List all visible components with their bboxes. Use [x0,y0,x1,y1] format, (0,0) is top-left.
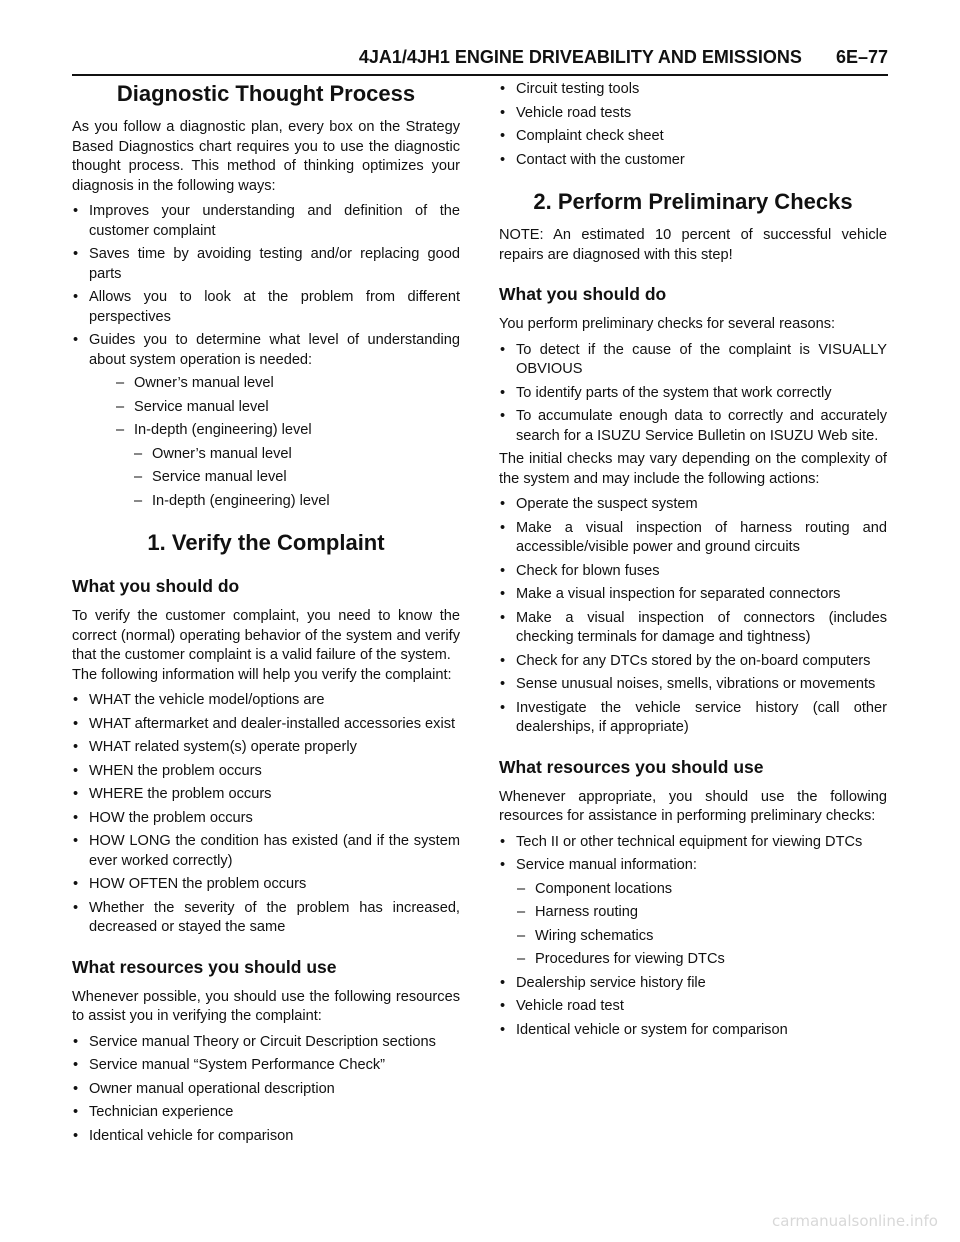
list-item: – Service manual level [90,468,460,488]
list-item: • Operate the suspect system [499,495,887,515]
list-item: • Investigate the vehicle service history (call other dealerships, if appropriate) [499,699,887,738]
resources-bullet-list [72,1033,460,1147]
service-manual-sublist [499,880,887,970]
list-item: • Saves time by avoiding testing and/or replacing good parts [72,245,460,284]
list-item: • Service manual Theory or Circuit Description sections [72,1033,460,1053]
list-item: • WHAT the vehicle model/options are [72,691,460,711]
note-paragraph: NOTE: An estimated 10 percent of successful vehicle repairs are diagnosed with this step! [499,227,887,263]
preliminary-checks-heading: 2. Perform Preliminary Checks [533,189,853,214]
site-watermark: carmanualsonline.info [772,1212,938,1230]
list-item: – In-depth (engineering) level [72,421,460,441]
initial-checks-paragraph: The initial checks may vary depending on the complexity of the system and may include the following actions: [499,451,887,487]
what-you-should-do-heading: What you should do [499,284,667,304]
list-item: • To detect if the cause of the complaint is VISUALLY OBVIOUS [499,341,887,380]
list-item: • Make a visual inspection of harness routing and accessible/visible power and ground circuits [499,519,887,558]
right-column [499,80,887,1044]
resources-continued-list [499,80,887,170]
list-item: • HOW LONG the condition has existed (and if the system ever worked correctly) [72,832,460,871]
list-item: • WHAT related system(s) operate properly [72,738,460,758]
resources-bullet-list-continued [499,974,887,1041]
list-item: • Guides you to determine what level of understanding about system operation is needed: [72,331,460,370]
list-item: • Make a visual inspection for separated connectors [499,585,887,605]
reasons-bullet-list [499,341,887,447]
list-item: • Contact with the customer [499,151,887,171]
list-item: • WHEN the problem occurs [72,762,460,782]
list-item: • Allows you to look at the problem from different perspectives [72,288,460,327]
verify-info-paragraph: The following information will help you verify the complaint: [72,666,452,683]
list-item: • WHERE the problem occurs [72,785,460,805]
list-item: • Service manual “System Performance Check” [72,1056,460,1076]
list-item: • To identify parts of the system that work correctly [499,384,887,404]
list-item: • Owner manual operational description [72,1080,460,1100]
verify-complaint-heading: 1. Verify the Complaint [147,530,385,555]
list-item: • HOW the problem occurs [72,809,460,829]
verify-paragraph: To verify the customer complaint, you need to know the correct (normal) operating behavior of the system and verify that the customer complaint is a valid failure of the system. [72,608,460,663]
list-item: • Complaint check sheet [499,127,887,147]
verify-bullet-list [72,691,460,938]
resources-bullet-list [499,833,887,876]
list-item: • Check for any DTCs stored by the on-board computers [499,652,887,672]
list-item: – Wiring schematics [499,927,887,947]
what-you-should-do-heading: What you should do [72,576,240,596]
page-number: 6E–77 [835,47,888,67]
list-item: – Procedures for viewing DTCs [499,950,887,970]
resources-paragraph: Whenever appropriate, you should use the following resources for assistance in performing preliminary checks: [499,788,887,824]
list-item: – Component locations [499,880,887,900]
list-item: • Service manual information: [499,856,887,876]
list-item: • Identical vehicle for comparison [72,1127,460,1147]
list-item: • Dealership service history file [499,974,887,994]
list-item: – Service manual level [72,398,460,418]
resources-heading: What resources you should use [499,756,764,777]
diagnostic-thought-process-heading: Diagnostic Thought Process [116,81,416,106]
list-item: – In-depth (engineering) level [90,492,460,512]
list-item: • Vehicle road tests [499,104,887,124]
actions-bullet-list [499,495,887,738]
list-item: • Whether the severity of the problem has increased, decreased or stayed the same [72,899,460,938]
list-item: • Make a visual inspection of connectors (includes checking terminals for damage and tightness) [499,609,887,648]
list-item: • Tech II or other technical equipment for viewing DTCs [499,833,887,853]
intro-paragraph: As you follow a diagnostic plan, every box on the Strategy Based Diagnostics chart requires you to use the diagnostic thought process. This method of thinking optimizes your diagnosis in the following ways: [72,119,460,194]
list-item: • Circuit testing tools [499,80,887,100]
resources-paragraph: Whenever possible, you should use the following resources to assist you in verifying the complaint: [72,988,460,1024]
understanding-levels-list [72,374,460,441]
list-item: – Owner’s manual level [72,374,460,394]
list-item: – Owner’s manual level [90,445,460,465]
list-item: – Harness routing [499,903,887,923]
understanding-levels-sublist [72,445,460,512]
list-item: • Technician experience [72,1103,460,1123]
list-item: • WHAT aftermarket and dealer-installed accessories exist [72,715,460,735]
list-item: • HOW OFTEN the problem occurs [72,875,460,895]
page-header [72,38,888,76]
list-item: • Check for blown fuses [499,562,887,582]
section-title: 4JA1/4JH1 ENGINE DRIVEABILITY AND EMISSIONS [358,47,802,67]
list-item: • Identical vehicle or system for comparison [499,1021,887,1041]
resources-heading: What resources you should use [72,956,337,977]
list-item: • Sense unusual noises, smells, vibrations or movements [499,675,887,695]
intro-bullet-list [72,202,460,370]
list-item: • Vehicle road test [499,997,887,1017]
list-item: • To accumulate enough data to correctly and accurately search for a ISUZU Service Bulletin on ISUZU Web site. [499,407,887,446]
left-column [72,80,460,1150]
list-item: • Improves your understanding and definition of the customer complaint [72,202,460,241]
checks-reasons-paragraph: You perform preliminary checks for several reasons: [499,316,836,332]
